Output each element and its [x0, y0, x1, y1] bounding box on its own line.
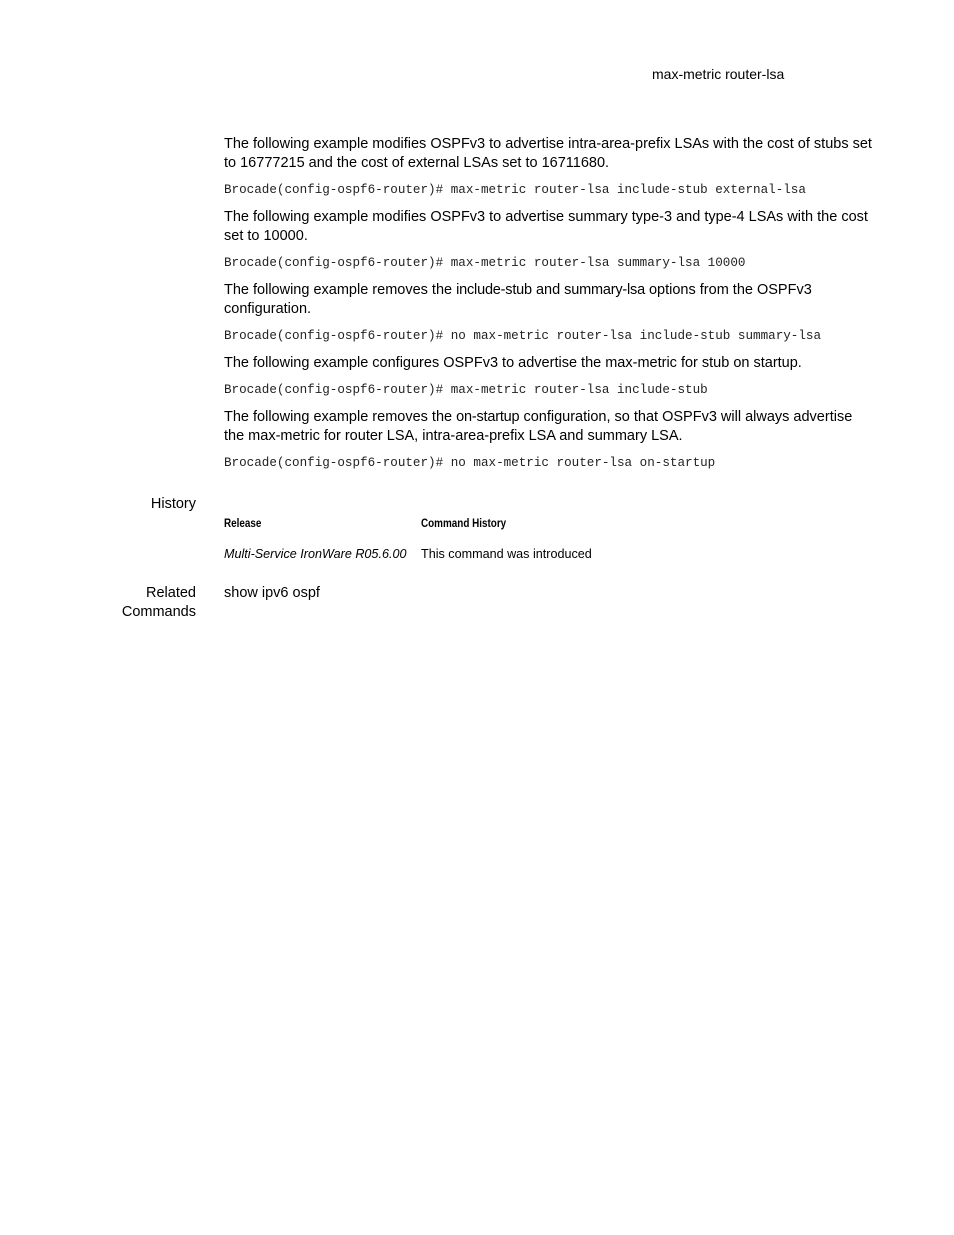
example-3-text-middle: and	[531, 282, 565, 298]
example-5-description	[224, 408, 874, 446]
example-3-text-before: The following example removes the	[224, 282, 457, 298]
example-1-description: The following example modifies OSPFv3 to advertise intra-area-prefix LSAs with the cost of stubs set to 16777215 and the cost of external LSAs set to 16711680.	[224, 136, 872, 171]
keyword-include-stub: include-stub	[456, 282, 532, 298]
history-table	[224, 514, 724, 562]
history-description-cell: This command was introduced	[421, 547, 592, 561]
example-5-command: Brocade(config-ospf6-router)# no max-metric router-lsa on-startup	[224, 456, 716, 470]
example-5-text-before: The following example removes the	[224, 409, 457, 425]
related-label-line-2: Commands	[121, 604, 196, 620]
example-3-description	[224, 281, 874, 319]
history-column-release: Release	[224, 518, 262, 530]
history-table-header	[224, 514, 724, 532]
related-commands-label	[122, 584, 196, 622]
history-section-label: History	[150, 496, 196, 512]
examples-section	[224, 135, 874, 471]
example-3-command: Brocade(config-ospf6-router)# no max-metric router-lsa include-stub summary-lsa	[224, 329, 822, 343]
keyword-on-startup: on-startup	[456, 409, 520, 425]
example-2-command: Brocade(config-ospf6-router)# max-metric router-lsa summary-lsa 10000	[224, 256, 746, 270]
example-4-description: The following example configures OSPFv3 to advertise the max-metric for stub on startup.	[224, 355, 802, 371]
example-3-text-after: options from the OSPFv3 configuration.	[224, 282, 812, 317]
table-row	[224, 547, 724, 562]
running-header-title: max-metric router-lsa	[652, 66, 785, 82]
example-1-command: Brocade(config-ospf6-router)# max-metric router-lsa include-stub external-lsa	[224, 183, 806, 197]
related-label-line-1: Related	[146, 585, 196, 601]
history-release-cell: Multi-Service IronWare R05.6.00	[224, 547, 407, 561]
history-column-command-history: Command History	[421, 518, 507, 530]
example-4-command: Brocade(config-ospf6-router)# max-metric router-lsa include-stub	[224, 383, 708, 397]
keyword-summary-lsa: summary-lsa	[564, 282, 645, 298]
example-2-description: The following example modifies OSPFv3 to advertise summary type-3 and type-4 LSAs with the cost set to 10000.	[224, 209, 868, 244]
related-command-show-ipv6-ospf: show ipv6 ospf	[224, 585, 320, 601]
example-5-text-after: configuration, so that OSPFv3 will always advertise the max-metric for router LSA, intra-area-prefix LSA and summary LSA.	[224, 409, 853, 444]
